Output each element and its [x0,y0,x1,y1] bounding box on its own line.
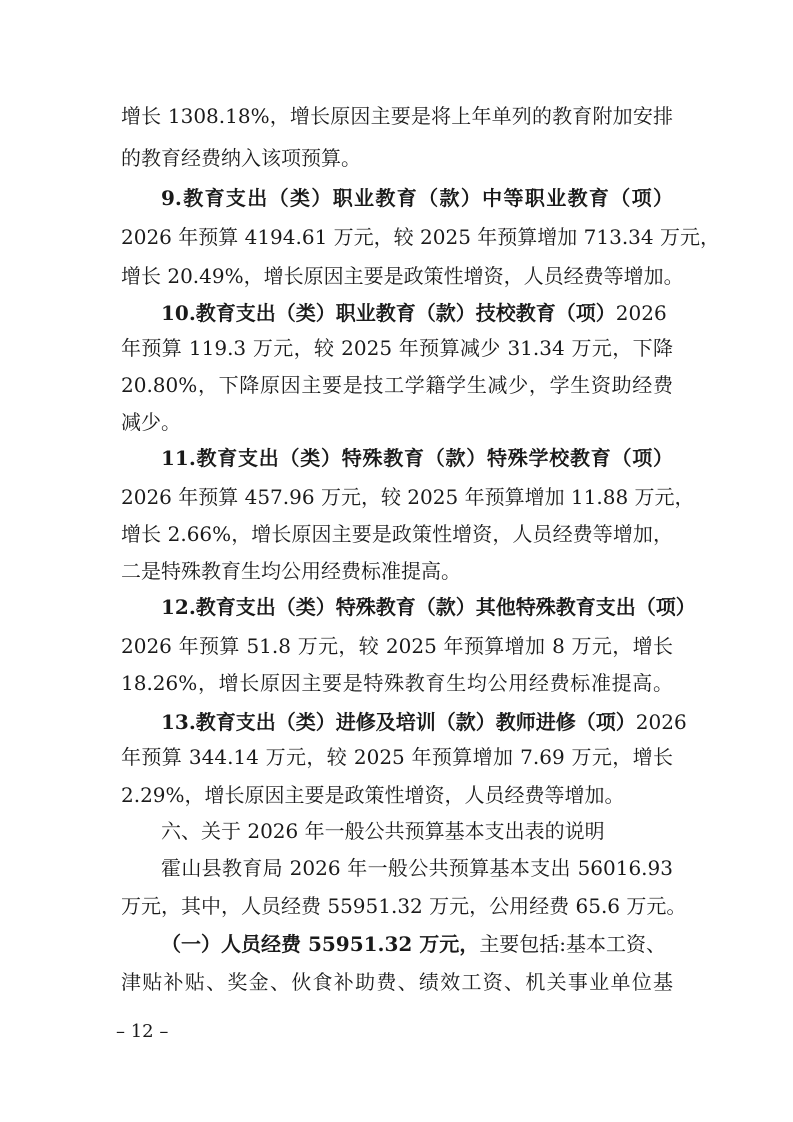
heading-line [161,707,687,737]
subsection-text: 主要包括:基本工资、 [479,932,667,956]
paragraph-line: 2026 年预算 4194.61 万元，较 2025 年预算增加 713.34 万元， [121,225,720,249]
paragraph-line: 2.29%，增长原因主要是政策性增资，人员经费等增加。 [121,783,625,807]
paragraph-line: 增长 20.49%，增长原因主要是政策性增资，人员经费等增加。 [121,264,684,288]
subsection-heading: （一）人员经费 55951.32 万元， [161,932,480,956]
paragraph-line: 2026 年预算 457.96 万元，较 2025 年预算增加 11.88 万元， [121,485,695,509]
chapter-heading: 六、关于 2026 年一般公共预算基本支出表的说明 [161,819,605,843]
paragraph-line: 年预算 344.14 万元，较 2025 年预算增加 7.69 万元，增长 [121,745,673,769]
heading-year: 2026 [615,301,667,325]
heading-line [161,298,673,328]
paragraph-line: 二是特殊教育生均公用经费标准提高。 [121,559,461,583]
paragraph-line: 减少。 [121,410,181,434]
paragraph-line: 20.80%，下降原因主要是技工学籍学生减少，学生资助经费 [121,373,673,397]
paragraph-line: 增长 1308.18%，增长原因主要是将上年单列的教育附加安排 [121,104,673,128]
paragraph-line: 津贴补贴、奖金、伙食补助费、绩效工资、机关事业单位基 [121,970,673,994]
subsection-line [161,929,673,959]
paragraph-line: 的教育经费纳入该项预算。 [121,146,361,170]
paragraph-line: 霍山县教育局 2026 年一般公共预算基本支出 56016.93 [161,856,673,880]
paragraph-line: 2026 年预算 51.8 万元，较 2025 年预算增加 8 万元，增长 [121,634,673,658]
section-heading: 13.教育支出（类）进修及培训（款）教师进修（项） [161,710,636,734]
page-number: – 12 – [116,1021,169,1042]
paragraph-line: 增长 2.66%，增长原因主要是政策性增资，人员经费等增加， [121,522,673,546]
section-heading: 12.教育支出（类）特殊教育（款）其他特殊教育支出（项） [161,595,696,619]
paragraph-line: 年预算 119.3 万元，较 2025 年预算减少 31.34 万元，下降 [121,336,673,360]
section-heading: 9.教育支出（类）职业教育（款）中等职业教育（项） [161,186,673,210]
section-heading: 11.教育支出（类）特殊教育（款）特殊学校教育（项） [161,446,673,470]
section-heading: 10.教育支出（类）职业教育（款）技校教育（项） [161,301,616,325]
heading-year: 2026 [635,710,687,734]
paragraph-line: 18.26%，增长原因主要是特殊教育生均公用经费标准提高。 [121,671,673,695]
paragraph-line: 万元，其中，人员经费 55951.32 万元，公用经费 65.6 万元。 [121,894,687,918]
